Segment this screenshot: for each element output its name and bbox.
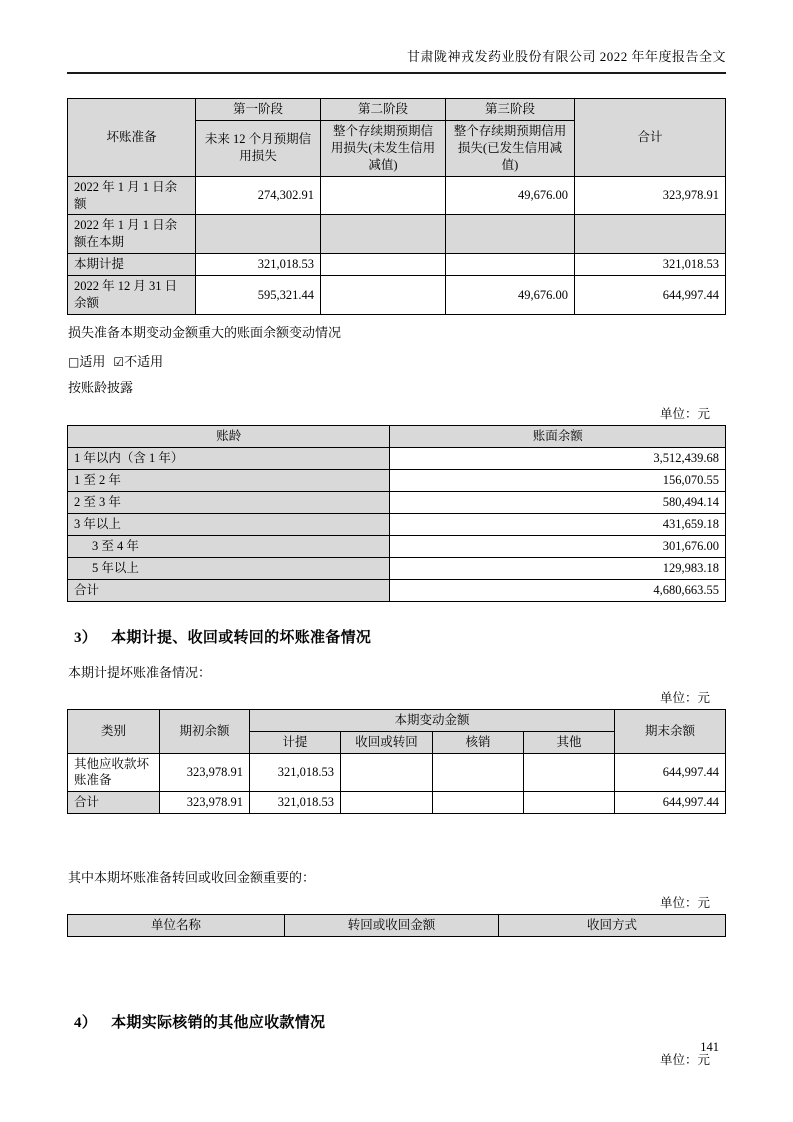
cell-stage1: 595,321.44 — [196, 276, 321, 315]
table-row — [68, 254, 726, 276]
cell-stage2 — [321, 276, 446, 315]
cell-stage1: 274,302.91 — [196, 176, 321, 215]
cell-stage2 — [321, 176, 446, 215]
row-label: 本期计提 — [68, 254, 196, 276]
note-significant-change: 损失准备本期变动金额重大的账面余额变动情况 — [68, 324, 342, 340]
section-4-number: 4） — [74, 1015, 98, 1032]
closing-cell: 644,997.44 — [615, 792, 726, 814]
aging-label: 5 年以上 — [68, 557, 390, 579]
cell-total: 644,997.44 — [575, 276, 726, 315]
cell-stage3 — [446, 215, 575, 254]
cell-stage2 — [321, 254, 446, 276]
provision-changes-table — [67, 709, 726, 815]
aging-value: 580,494.14 — [390, 491, 726, 513]
row-label: 2022 年 1 月 1 日余额在本期 — [68, 215, 196, 254]
cell-stage3 — [446, 254, 575, 276]
category-header: 类别 — [68, 709, 160, 753]
table-row — [68, 176, 726, 215]
table-header-row — [68, 425, 726, 447]
recover-header: 收回或转回 — [341, 731, 433, 753]
category-cell: 合计 — [68, 792, 160, 814]
aging-label: 3 年以上 — [68, 513, 390, 535]
section-3-number: 3） — [74, 629, 98, 646]
report-title: 甘肃陇神戎发药业股份有限公司 2022 年年度报告全文 — [406, 49, 726, 64]
table-header-row — [68, 915, 726, 937]
provision-stage-table — [67, 98, 726, 315]
section-4-title: 本期实际核销的其他应收款情况 — [111, 1015, 326, 1032]
aging-label: 1 至 2 年 — [68, 469, 390, 491]
balance-header: 账面余额 — [390, 425, 726, 447]
stage3-subheader: 整个存续期预期信用损失(已发生信用减值) — [446, 121, 575, 177]
opening-cell: 323,978.91 — [160, 792, 250, 814]
aging-table — [67, 425, 726, 602]
table-row — [68, 215, 726, 254]
table-row — [68, 469, 726, 491]
aging-label: 3 至 4 年 — [68, 535, 390, 557]
other-cell — [524, 792, 615, 814]
stage2-subheader: 整个存续期预期信用损失(未发生信用减值) — [321, 121, 446, 177]
aging-label: 合计 — [68, 579, 390, 601]
page-number: 141 — [700, 1040, 719, 1054]
aging-value: 3,512,439.68 — [390, 447, 726, 469]
aging-value: 129,983.18 — [390, 557, 726, 579]
unit-label: 单位：元 — [659, 690, 710, 705]
closing-header: 期末余额 — [615, 709, 726, 753]
table-row — [68, 276, 726, 315]
unit-label: 单位：元 — [659, 896, 710, 911]
aging-value: 156,070.55 — [390, 469, 726, 491]
aging-value: 431,659.18 — [390, 513, 726, 535]
aging-value: 4,680,663.55 — [390, 579, 726, 601]
category-cell: 其他应收款坏账准备 — [68, 753, 160, 792]
cell-stage2 — [321, 215, 446, 254]
recovery-table — [67, 914, 726, 937]
note-aging-disclosure: 按账龄披露 — [68, 379, 134, 395]
table-header-row — [68, 99, 726, 121]
other-cell — [524, 753, 615, 792]
recovery-method-header: 收回方式 — [498, 915, 725, 937]
cell-stage1: 321,018.53 — [196, 254, 321, 276]
section-4-heading — [74, 1011, 726, 1032]
table-row — [68, 513, 726, 535]
section-3-title: 本期计提、收回或转回的坏账准备情况 — [111, 629, 372, 646]
change-group-header: 本期变动金额 — [250, 709, 615, 731]
other-header: 其他 — [524, 731, 615, 753]
stage1-header: 第一阶段 — [196, 99, 321, 121]
page-header — [67, 0, 726, 74]
closing-cell: 644,997.44 — [615, 753, 726, 792]
applicability-line — [68, 351, 726, 370]
not-apply-label: 不适用 — [124, 353, 164, 369]
opening-cell: 323,978.91 — [160, 753, 250, 792]
table-row — [68, 579, 726, 601]
writeoff-cell — [433, 792, 524, 814]
writeoff-cell — [433, 753, 524, 792]
table-row — [68, 753, 726, 792]
aging-label: 1 年以内（含 1 年） — [68, 447, 390, 469]
table-header-row — [68, 709, 726, 731]
corner-header-cell: 坏账准备 — [68, 99, 196, 177]
total-header: 合计 — [575, 99, 726, 177]
recover-cell — [341, 792, 433, 814]
cell-stage3: 49,676.00 — [446, 176, 575, 215]
table-row — [68, 557, 726, 579]
note-important-recovery: 其中本期坏账准备转回或收回金额重要的： — [68, 870, 316, 886]
provision-header: 计提 — [250, 731, 341, 753]
aging-header: 账龄 — [68, 425, 390, 447]
row-label: 2022 年 12 月 31 日余额 — [68, 276, 196, 315]
recovered-amount-header: 转回或收回金额 — [285, 915, 499, 937]
stage3-header: 第三阶段 — [446, 99, 575, 121]
apply-label: 适用 — [79, 353, 106, 369]
unit-label: 单位：元 — [659, 406, 710, 421]
provision-cell: 321,018.53 — [250, 753, 341, 792]
checkbox-unchecked-icon: □ — [68, 354, 80, 369]
aging-value: 301,676.00 — [390, 535, 726, 557]
recover-cell — [341, 753, 433, 792]
checkbox-checked-icon: ☑ — [113, 354, 125, 369]
table-row — [68, 491, 726, 513]
cell-total: 321,018.53 — [575, 254, 726, 276]
aging-label: 2 至 3 年 — [68, 491, 390, 513]
cell-stage1 — [196, 215, 321, 254]
opening-header: 期初余额 — [160, 709, 250, 753]
table-row — [68, 535, 726, 557]
stage2-header: 第二阶段 — [321, 99, 446, 121]
cell-total: 323,978.91 — [575, 176, 726, 215]
stage1-subheader: 未来 12 个月预期信用损失 — [196, 121, 321, 177]
section-3-heading — [74, 626, 726, 647]
cell-stage3: 49,676.00 — [446, 276, 575, 315]
cell-total — [575, 215, 726, 254]
writeoff-header: 核销 — [433, 731, 524, 753]
table-row — [68, 792, 726, 814]
row-label: 2022 年 1 月 1 日余额 — [68, 176, 196, 215]
note-current-provision: 本期计提坏账准备情况： — [68, 664, 212, 680]
provision-cell: 321,018.53 — [250, 792, 341, 814]
table-row — [68, 447, 726, 469]
unit-label: 单位：元 — [659, 1053, 710, 1068]
entity-name-header: 单位名称 — [68, 915, 285, 937]
